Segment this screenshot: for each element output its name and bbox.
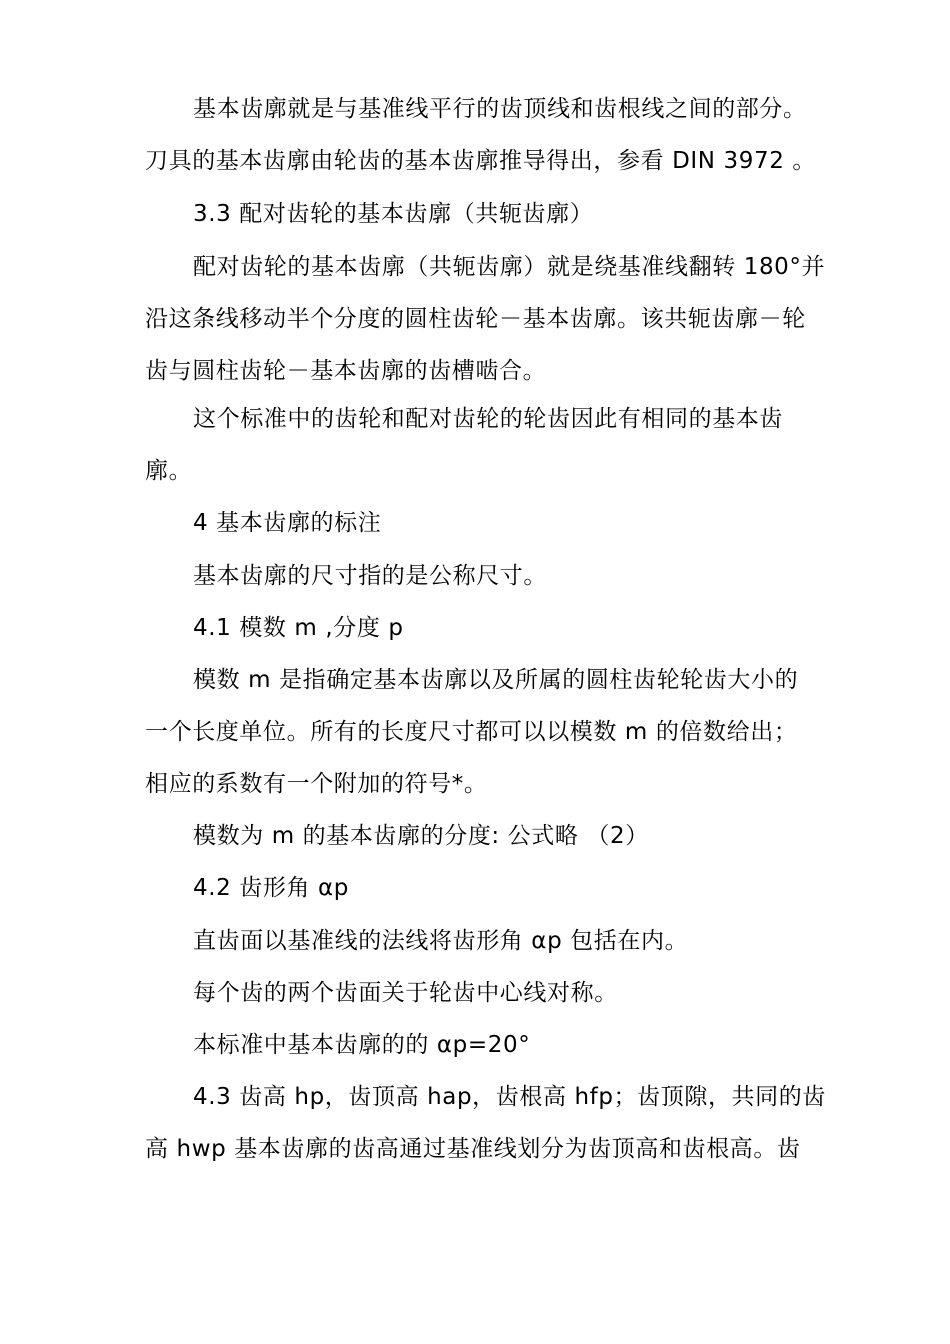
paragraph-line: 高 hwp 基本齿廓的齿高通过基准线划分为齿顶高和齿根高。齿 — [145, 1136, 801, 1162]
paragraph-line: 相应的系数有一个附加的符号*。 — [145, 771, 488, 797]
section-heading-4-2: 4.2 齿形角 αp — [193, 875, 349, 901]
section-heading-3-3: 3.3 配对齿轮的基本齿廓（共轭齿廓） — [193, 201, 594, 227]
paragraph-line: 每个齿的两个齿面关于轮齿中心线对称。 — [193, 980, 618, 1006]
paragraph-line: 配对齿轮的基本齿廓（共轭齿廓）就是绕基准线翻转 180°并 — [193, 254, 826, 280]
paragraph-line: 沿这条线移动半个分度的圆柱齿轮－基本齿廓。该共轭齿廓－轮 — [145, 306, 806, 332]
paragraph-line: 刀具的基本齿廓由轮齿的基本齿廓推导得出，参看 DIN 3972 。 — [145, 148, 816, 174]
paragraph-line: 齿与圆柱齿轮－基本齿廓的齿槽啮合。 — [145, 358, 547, 384]
paragraph-line: 基本齿廓的尺寸指的是公称尺寸。 — [193, 563, 547, 589]
section-heading-4-1: 4.1 模数 m ,分度 p — [193, 615, 404, 641]
paragraph-line: 一个长度单位。所有的长度尺寸都可以以模数 m 的倍数给出； — [145, 719, 798, 745]
paragraph-line: 直齿面以基准线的法线将齿形角 αp 包括在内。 — [193, 928, 689, 954]
paragraph-line: 模数为 m 的基本齿廓的分度: 公式略 （2） — [193, 823, 649, 849]
section-heading-4-3: 4.3 齿高 hp，齿顶高 hap，齿根高 hfp；齿顶隙，共同的齿 — [193, 1084, 826, 1110]
section-heading-4: 4 基本齿廓的标注 — [193, 510, 382, 536]
paragraph-line: 基本齿廓就是与基准线平行的齿顶线和齿根线之间的部分。 — [193, 96, 807, 122]
paragraph-line: 廓。 — [145, 458, 193, 484]
paragraph-line: 这个标准中的齿轮和配对齿轮的轮齿因此有相同的基本齿 — [193, 406, 783, 432]
paragraph-line: 模数 m 是指确定基本齿廓以及所属的圆柱齿轮轮齿大小的 — [193, 667, 799, 693]
paragraph-line: 本标准中基本齿廓的的 αp=20° — [193, 1032, 531, 1058]
